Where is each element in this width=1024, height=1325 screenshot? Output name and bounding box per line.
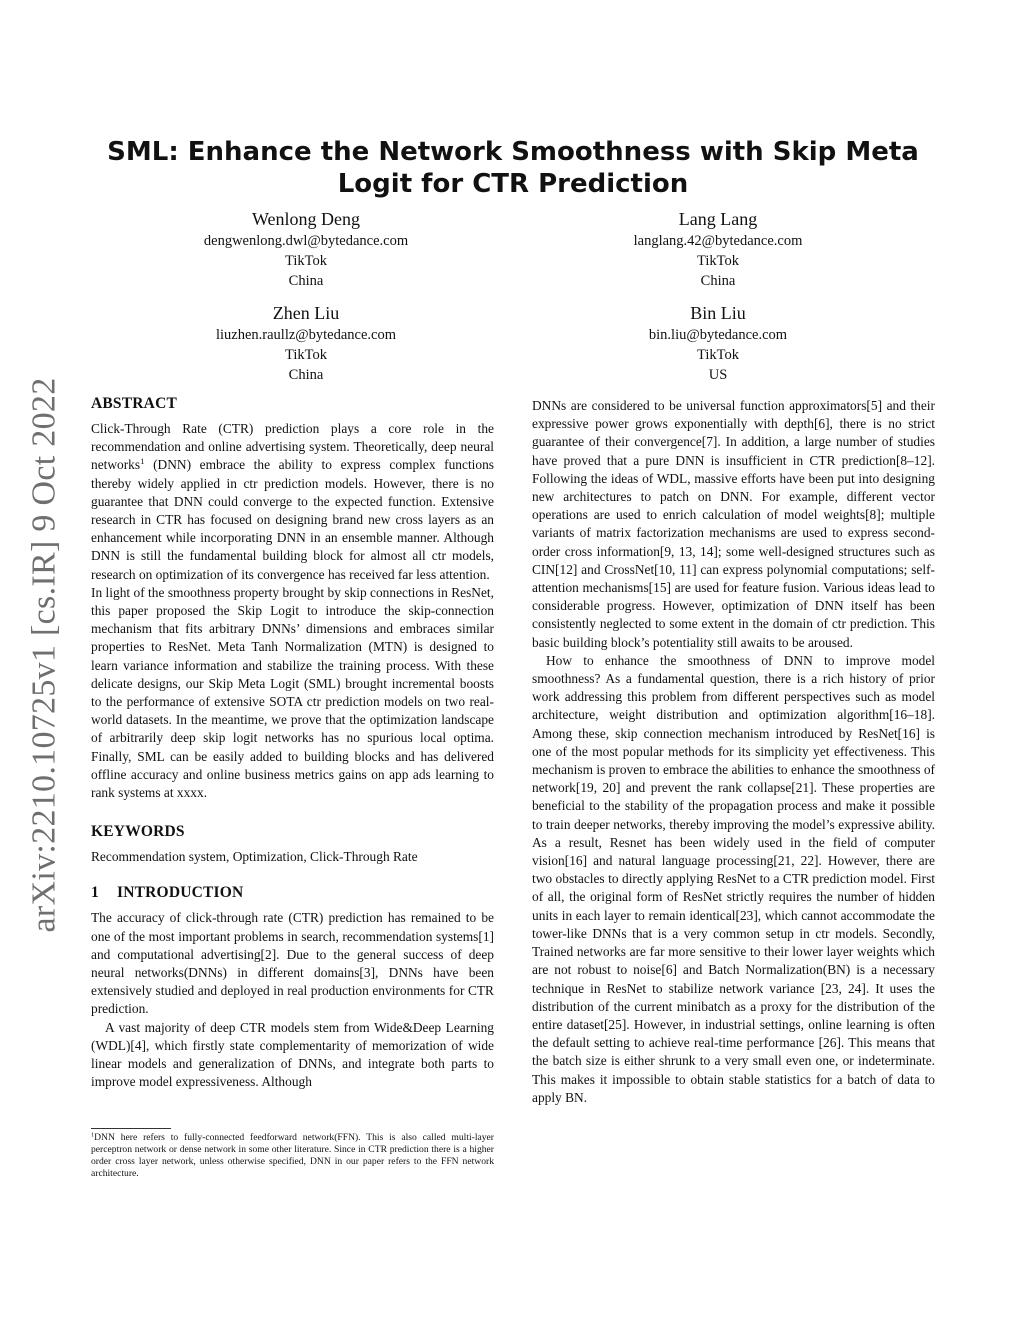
author-affiliation: TikTok (697, 347, 739, 363)
author-affiliation: TikTok (285, 347, 327, 363)
author-name: Zhen Liu (272, 303, 340, 323)
right-column (532, 397, 935, 1107)
footnote-marker: 1 (140, 456, 145, 467)
body-paragraph: DNNs are considered to be universal function approximators[5] and their expressive power grows exponentially with depth[6], there is no strict guarantee of their convergence[7]. In addition, a large number of studies have proved that a pure DNN is insufficient in CTR prediction[8–12]. Following the ideas of WDL, massive efforts have been put into designing new architectures to patch on DNN. For example, different vector operations are used to enrich calculation of model weights[8]; multiple variants of matrix factorization mechanisms are used to express second-order cross information[9, 13, 14]; some well-designed structures such as CIN[12] and CrossNet[10, 11] can express polynomial computations; self-attention mechanisms[15] are used for feature fusion. Various ideas lead to considerable progress. However, optimization of DNN itself has been consistently neglected to some extent in the domain of ctr prediction. This basic building block’s potentiality still awaits to be aroused. (532, 398, 935, 650)
author-block (156, 301, 456, 385)
author-email: langlang.42@bytedance.com (633, 233, 803, 249)
abstract-text: (DNN) embrace the ability to express complex functions thereby widely applied in ctr prediction models. However, there is no guarantee that DNN could converge to the expected function. Extensive research in CTR has focused on designing brand new cross layers as an enhancement while incorporating DNN in an ensemble manner. Although DNN is still the fundamental building block for almost all ctr models, research on optimization of its convergence has received far less attention. (91, 457, 494, 582)
footnote-text: DNN here refers to fully-connected feedforward network(FFN). This is also called multi-layer perceptron network or dense network in some other literature. Since in CTR prediction there is a higher order cross layer network, unless otherwise specified, DNN in our paper refers to the FFN network architecture. (91, 1132, 494, 1179)
author-email: liuzhen.raullz@bytedance.com (215, 327, 397, 343)
author-affiliation: TikTok (285, 253, 327, 269)
section-heading (91, 883, 494, 903)
abstract-paragraph: In light of the smoothness property brought by skip connections in ResNet, this paper proposed the Skip Logit to introduce the skip-connection mechanism that fits arbitrary DNNs’ dimensions and embraces similar properties to ResNet. Meta Tanh Normalization (MTN) is designed to learn variance information and stabilize the training process. With these delicate designs, our Skip Meta Logit (SML) brought incremental boosts to the performance of extensive SOTA ctr prediction models on two real-world datasets. In the meantime, we prove that the optimization landscape of arbitrarily deep skip logit networks has no spurious local optima. Finally, SML can be easily added to building blocks and has delivered offline accuracy and online business metrics gains on app ads learning to rank systems at xxxx. (91, 584, 494, 801)
author-name: Wenlong Deng (251, 209, 361, 229)
author-block (568, 301, 868, 385)
body-paragraph: A vast majority of deep CTR models stem from Wide&Deep Learning (WDL)[4], which firstly state complementarity of memorization of wide linear models and generalization of DNNs, and integrate both parts to improve model expressiveness. Although (91, 1019, 494, 1090)
author-block (568, 207, 868, 291)
section-title: INTRODUCTION (117, 884, 244, 902)
footnote-rule (91, 1128, 171, 1129)
body-paragraph: How to enhance the smoothness of DNN to improve model smoothness? As a fundamental question, there is a rich history of prior work addressing this problem from different perspectives such as model architecture, weight distribution and optimization algorithm[16–18]. Among these, skip connection mechanism introduced by ResNet[16] is one of the most popular methods for its simplicity yet effectiveness. This mechanism is proven to embrace the abilities to enhance the smoothness of network[19, 20] and prevent the rank collapse[21]. These properties are beneficial to the stability of the propagation process and make it possible to train deeper networks, thereby improving the model’s expressive ability. As a result, Resnet has been widely used in the field of computer vision[16] and natural language processing[21, 22]. However, there are two obstacles to directly applying ResNet to a CTR prediction model. First of all, the original form of ResNet strictly requires the number of hidden units in each layer to remain identical[23], which cannot accommodate the tower-like DNNs that is a very common setup in ctr models. Secondly, Trained networks are far more sensitive to their lower layer weights which are not robust to noise[6] and Batch Normalization(BN) is a necessary technique in ResNet to stabilize network variance [23, 24]. It uses the distribution of the current minibatch as a proxy for the distribution of the entire dataset[25]. However, in industrial settings, online learning is often the default setting to achieve real-time performance [26]. This means that the batch size is either shrunk to a very small even one, or indeterminate. This makes it impossible to obtain stable statistics for a batch of data to apply BN. (532, 652, 935, 1105)
arxiv-identifier (22, 377, 68, 933)
keywords-text: Recommendation system, Optimization, Click-Through Rate (91, 849, 418, 865)
author-block (156, 207, 456, 291)
author-affiliation: TikTok (697, 253, 739, 269)
section-number: 1 (91, 884, 99, 902)
author-country: China (288, 367, 324, 383)
footnote (91, 1132, 494, 1180)
author-email: dengwenlong.dwl@bytedance.com (203, 233, 409, 249)
body-paragraph: The accuracy of click-through rate (CTR) prediction has remained to be one of the most important problems in search, recommendation systems[1] and computational advertising[2]. Due to the general success of deep neural networks(DNNs) in different domains[3], DNNs have been extensively studied and deployed in real production environments for CTR prediction. (91, 910, 494, 1017)
keywords-heading: KEYWORDS (91, 823, 185, 841)
author-country: US (708, 367, 728, 383)
abstract-text: Click-Through Rate (CTR) prediction plays a core role in the recommendation and online advertising system. Theoretically, deep neural networks (91, 421, 494, 473)
author-country: China (288, 273, 324, 289)
abstract-heading: ABSTRACT (91, 395, 178, 412)
author-country: China (700, 273, 736, 289)
author-name: Lang Lang (678, 209, 758, 229)
footnote-mark: 1 (91, 1131, 95, 1139)
author-email: bin.liu@bytedance.com (648, 327, 788, 343)
author-name: Bin Liu (690, 303, 746, 323)
arxiv-identifier-text: arXiv:2210.10725v1 [cs.IR] 9 Oct 2022 (26, 377, 63, 933)
left-column (91, 394, 494, 1092)
paper-title: SML: Enhance the Network Smoothness with Skip Meta Logit for CTR Prediction (107, 137, 919, 199)
abstract-paragraph (91, 420, 494, 584)
